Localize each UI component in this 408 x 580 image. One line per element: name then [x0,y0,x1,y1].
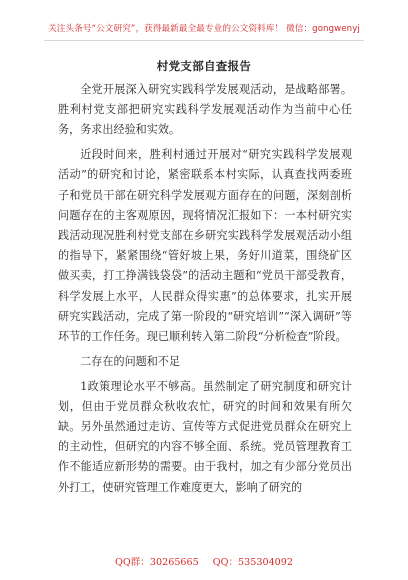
document-title: 村党支部自查报告 [156,59,252,73]
footer-contact [0,554,408,568]
header-notice: 关注头条号“公文研究”，获得最新最全最专业的公文资料库！ 微信：gongwenyj [48,24,360,34]
header-divider [44,40,364,41]
paragraph-problem-1: 1政策理论水平不够高。虽然制定了研究制度和研究计划，但由于党员群众秋收农忙，研究的时间和效果有所欠缺。另外虽然通过走访、宣传等方式促进党员群众在研究上的主动性，但研究的内容不够全面、系统。党员管理教育工作不能适应新形势的需要。由于我村，加之有少部分党员出外打工，使研究管理工作难度更大，影响了研究的 [58,379,352,494]
paragraph-situation: 近段时间来，胜利村通过开展对“研究实践科学发展观活动”的研究和讨论，紧密联系本村实际，认真查找两委班子和党员干部在研究科学发展观方面存在的问题，深刻剖析问题存在的主客观原因，现将情况汇报如下：一本村研究实践活动现况胜利村党支部在乡研究实践科学发展观活动小组的指导下，紧紧围绕“管好坡上果，务好川道菜，围绕矿区做买卖，打工挣满钱袋袋”的活动主题和“党员干部受教育，科学发展上水平，人民群众得实惠”的总体要求，扎实开展研究实践活动，完成了第一阶段的“研究培训”“深入调研”等环节的工作任务。现已顺利转入第二阶段“分析检查”阶段。 [58,148,352,344]
footer-qq-group: QQ群：30265665 [114,557,199,568]
paragraph-intro: 全党开展深入研究实践科学发展观活动，是战略部署。胜利村党支部把研究实践科学发展观活动作为当前中心任务，务求出经验和实效。 [58,83,352,137]
footer-qq: QQ：535304092 [212,557,293,568]
section-heading-problems: 二存在的问题和不足 [80,354,181,368]
document-body [58,80,352,498]
